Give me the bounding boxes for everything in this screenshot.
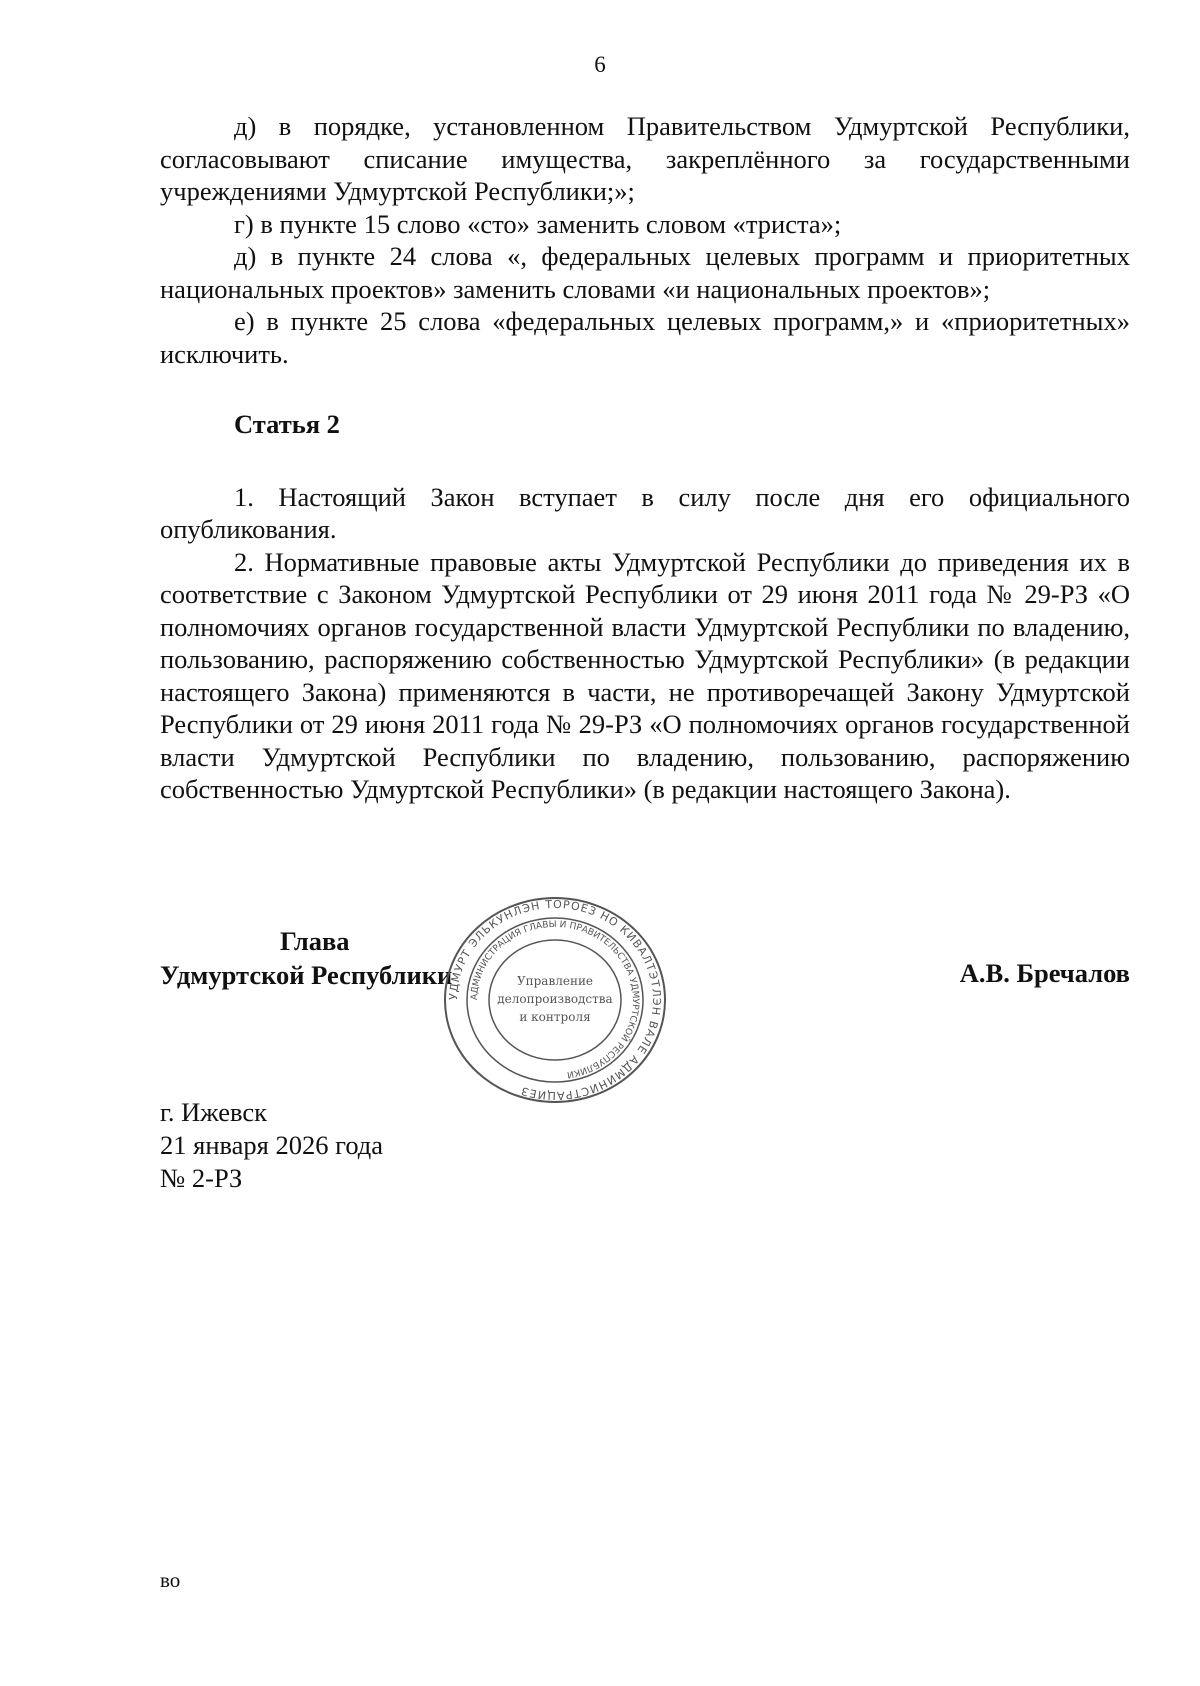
- footer-date: 21 января 2026 года: [160, 1130, 384, 1160]
- page-number: 6: [594, 52, 606, 77]
- signature-title-line2: Удмуртской Республики: [160, 960, 453, 990]
- article-2-item-2: 2. Нормативные правовые акты Удмуртской Республики до приведения их в соответствие с Законом Удмуртской Республики от 29 июня 2011 года № 29-РЗ «О полномочиях органов государственной власти Удмуртской Республики по владению, пользованию, распоряжению собственностью Удмуртской Республики» (в редакции настоящего Закона) применяются в части, не противоречащей Закону Удмуртской Республики от 29 июня 2011 года № 29-РЗ «О полномочиях органов государственной власти Удмуртской Республики по владению, пользованию, распоряжению собственностью Удмуртской Республики» (в редакции настоящего Закона).: [160, 546, 1130, 804]
- signatory-name: А.В. Бречалов: [959, 958, 1130, 988]
- footer-city: г. Ижевск: [160, 1097, 267, 1127]
- footer-number: № 2-РЗ: [160, 1163, 243, 1193]
- amendment-paragraph-e: е) в пункте 25 слова «федеральных целевых программ,» и «приоритетных» исключить.: [160, 306, 1130, 369]
- stamp-center-line2: делопроизводства: [497, 992, 613, 1006]
- amendment-paragraph-d2: д) в пункте 24 слова «, федеральных целевых программ и приоритетных национальных проектов» заменить словами «и национальных проектов»;: [160, 241, 1130, 304]
- document-body: [160, 110, 1130, 806]
- article-heading: Статья 2: [234, 409, 340, 439]
- executor-code: во: [160, 1568, 181, 1592]
- document-footer: [160, 1096, 383, 1195]
- article-2-item-1: 1. Настоящий Закон вступает в силу после дня его официального опубликования.: [160, 481, 1130, 544]
- article-2-body: [160, 481, 1130, 806]
- amendment-paragraph-d1: д) в порядке, установленном Правительством Удмуртской Республики, согласовывают списание имущества, закреплённого за государственными учреждениями Удмуртской Республики;»;: [160, 111, 1130, 206]
- stamp-outer-text: УДМУРТ ЭЛЬКУНЛЭН ТОРОЕЗ НО КИВАЛТЭТЛЭН ВАЛЕ АДМИНИСТРАЦИЕЗ: [446, 897, 664, 1103]
- stamp-center-line1: Управление: [516, 974, 594, 988]
- signature-title: [160, 924, 452, 992]
- amendment-paragraph-g: г) в пункте 15 слово «сто» заменить словом «триста»;: [234, 208, 842, 239]
- stamp-inner-text: АДМИНИСТРАЦИЯ ГЛАВЫ И ПРАВИТЕЛЬСТВА УДМУРТСКОЙ РЕСПУБЛИКИ: [469, 919, 641, 1080]
- official-stamp-seal: [440, 895, 670, 1105]
- stamp-center-line3: и контроля: [519, 1010, 591, 1024]
- signature-title-line1: Глава: [280, 926, 350, 956]
